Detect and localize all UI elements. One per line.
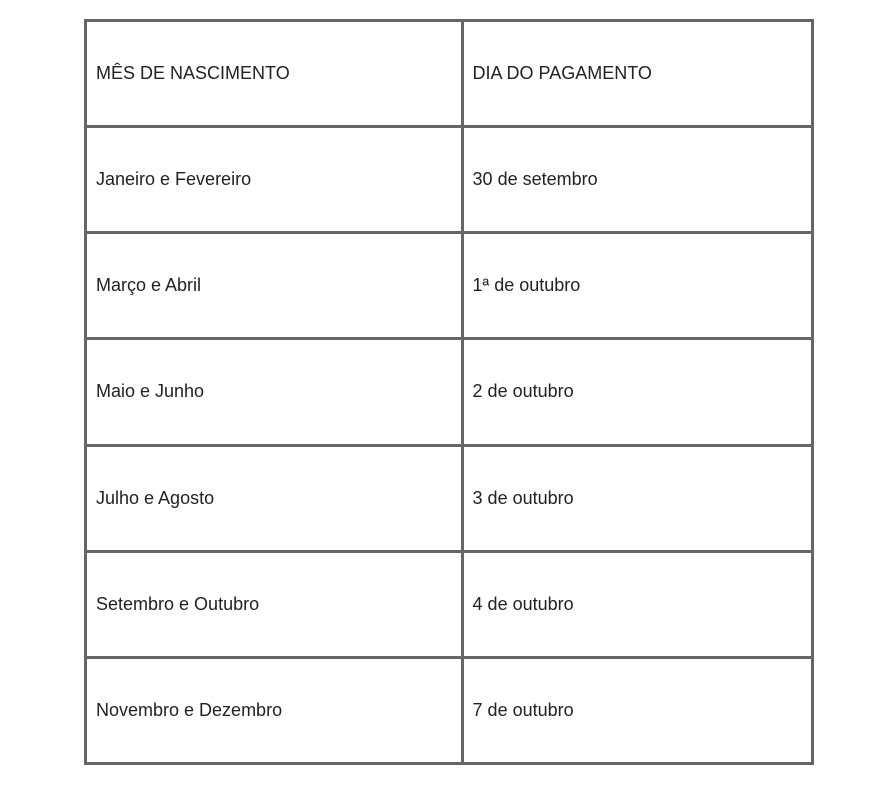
header-payment-day: DIA DO PAGAMENTO [462,21,812,127]
header-birth-month: MÊS DE NASCIMENTO [86,21,463,127]
table-row [86,127,813,233]
birth-month-cell: Julho e Agosto [86,445,463,551]
payment-schedule-table [84,19,814,765]
payment-day-cell: 30 de setembro [462,127,812,233]
table-row [86,339,813,445]
birth-month-cell: Novembro e Dezembro [86,657,463,763]
payment-day-cell: 7 de outubro [462,657,812,763]
birth-month-cell: Março e Abril [86,233,463,339]
payment-day-cell: 3 de outubro [462,445,812,551]
payment-day-cell: 4 de outubro [462,551,812,657]
birth-month-cell: Janeiro e Fevereiro [86,127,463,233]
table-header-row [86,21,813,127]
table-row [86,445,813,551]
birth-month-cell: Maio e Junho [86,339,463,445]
table-row [86,551,813,657]
table-row [86,657,813,763]
birth-month-cell: Setembro e Outubro [86,551,463,657]
table-row [86,233,813,339]
payment-day-cell: 1ª de outubro [462,233,812,339]
payment-day-cell: 2 de outubro [462,339,812,445]
